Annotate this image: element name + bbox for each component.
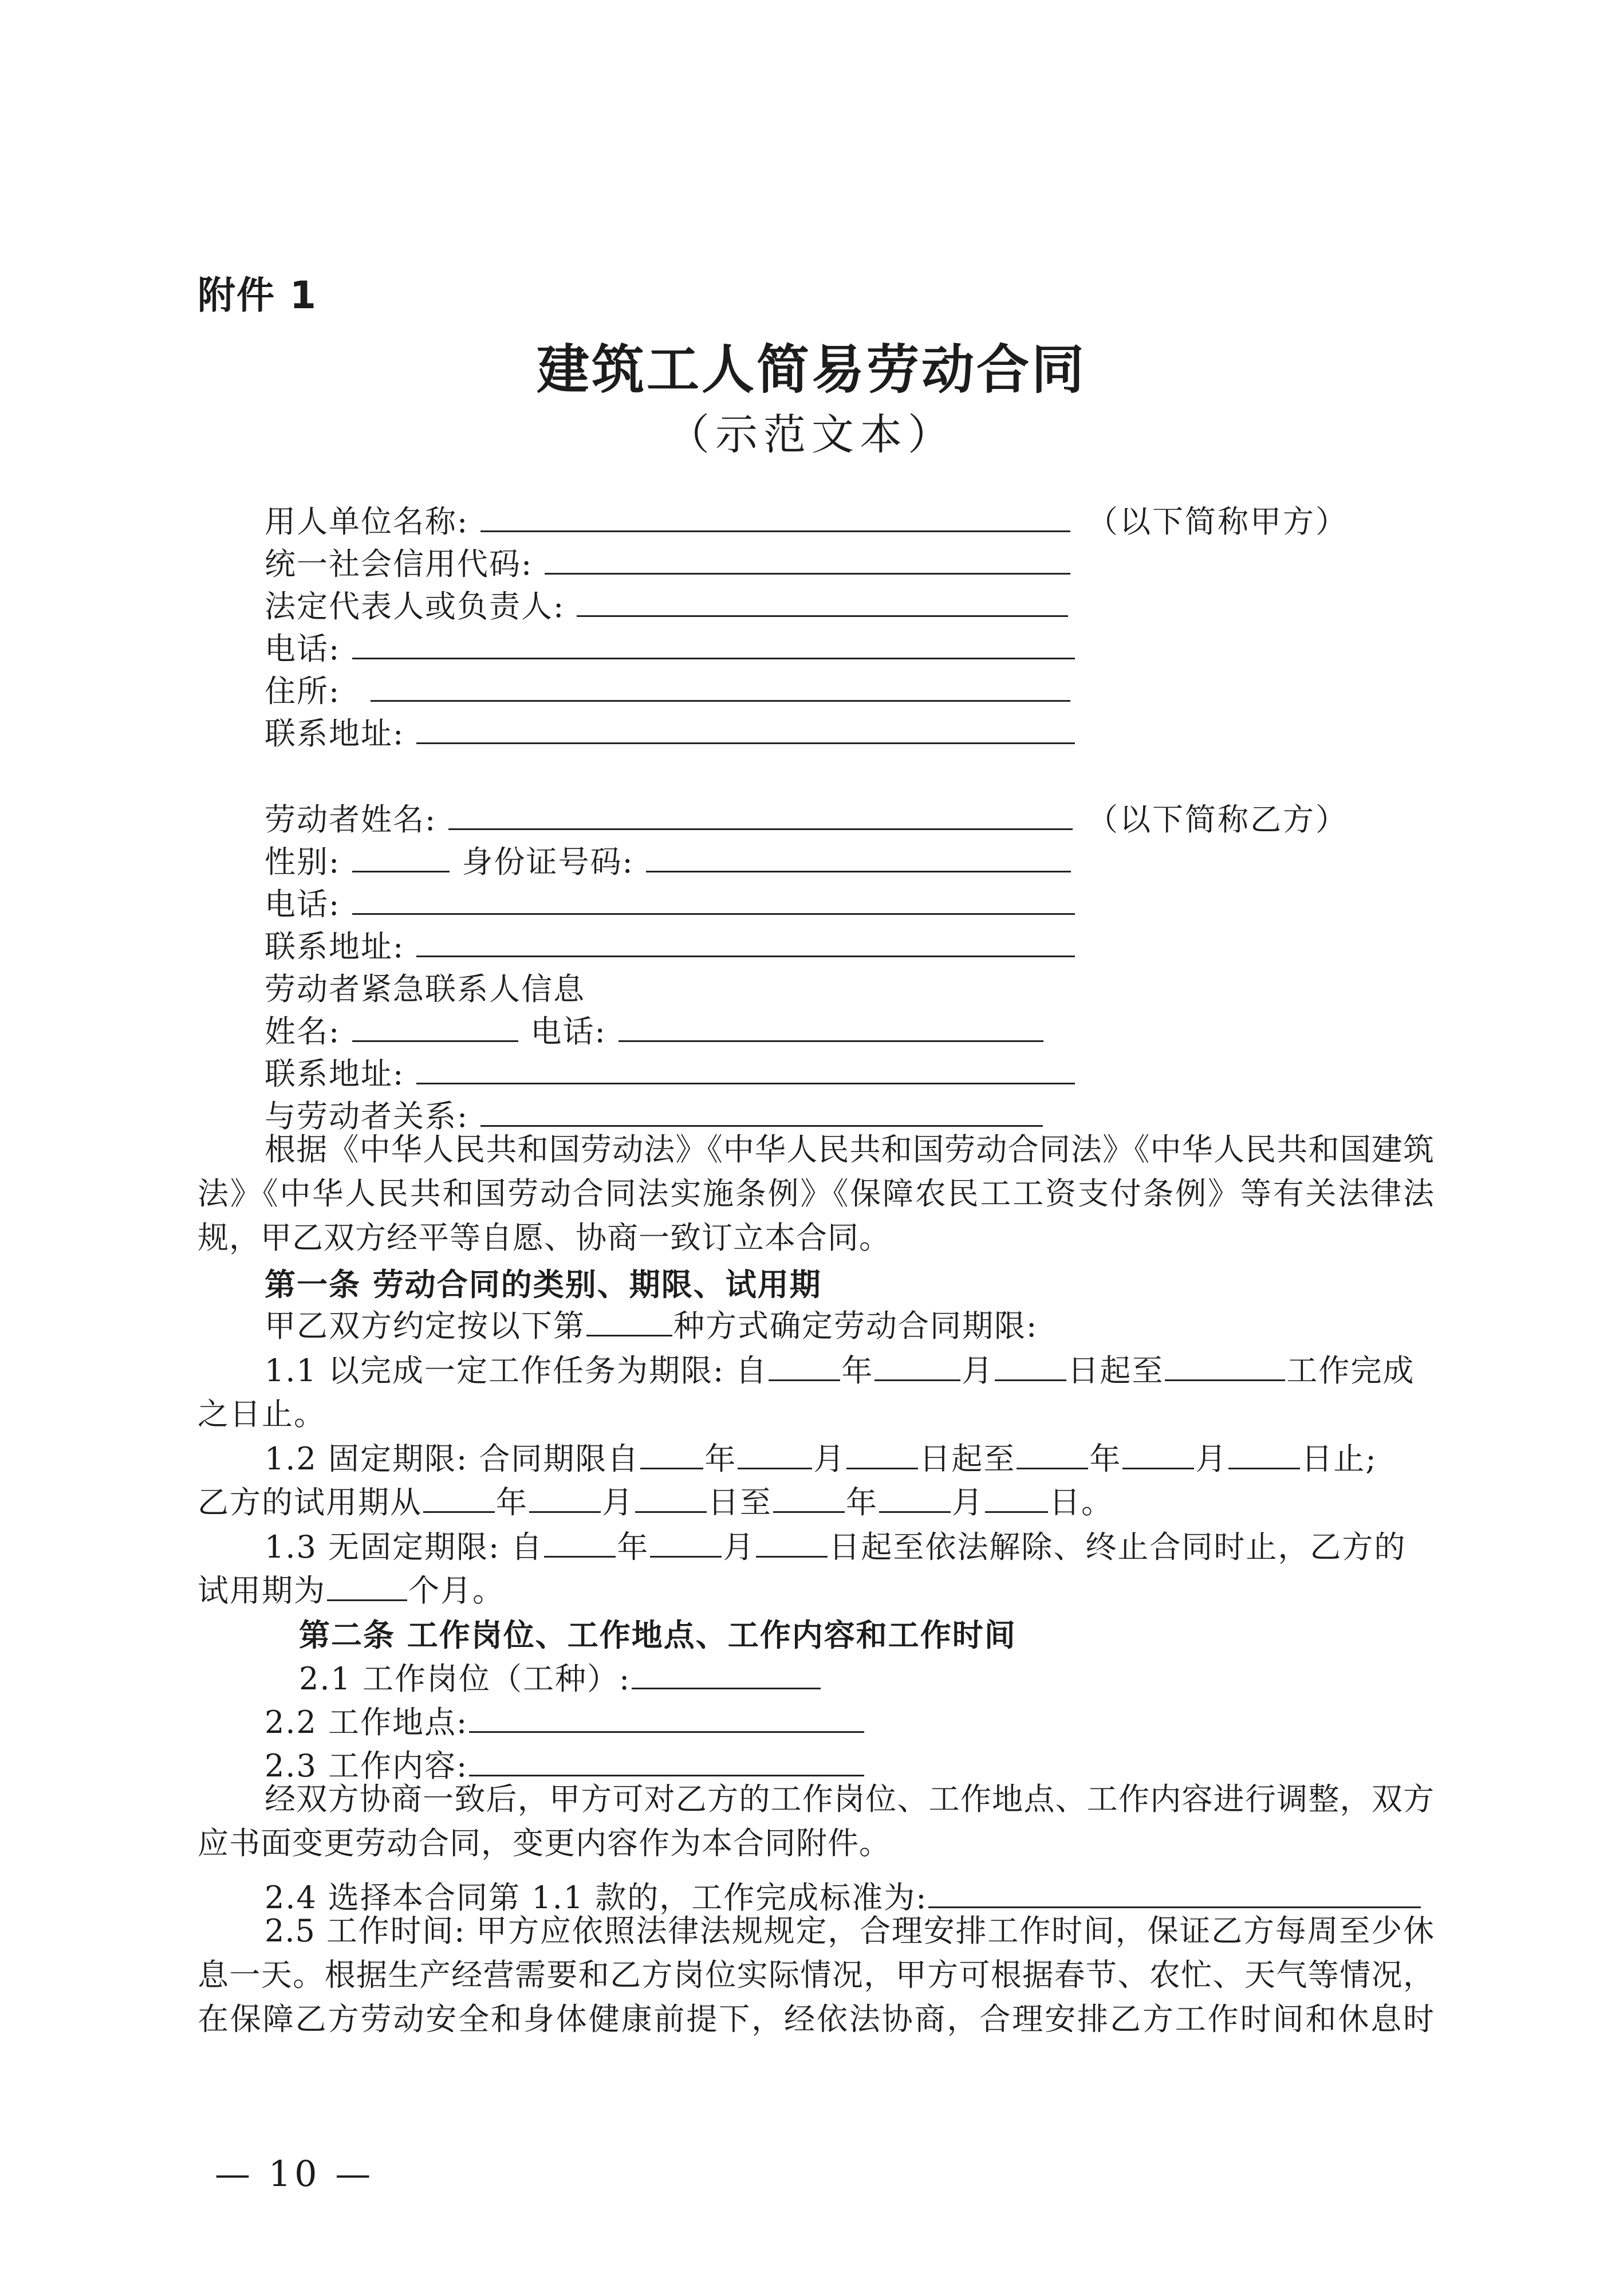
preamble-paragraph: 根据《中华人民共和国劳动法》《中华人民共和国劳动合同法》《中华人民共和国建筑法》《中华人民共和国劳动合同法实施条例》《保障农民工工资支付条例》等有关法律法规，甲乙双方经平等自愿、协商一致订立本合同。 xyxy=(198,1131,1435,1256)
c23-blank[interactable] xyxy=(469,1746,864,1776)
article2-heading: 第二条 工作岗位、工作地点、工作内容和工作时间 xyxy=(299,1617,1017,1653)
worker-id-blank[interactable] xyxy=(646,842,1071,872)
c12-day-blank[interactable] xyxy=(846,1439,918,1469)
clause-2-2 xyxy=(265,1698,865,1742)
c24-blank[interactable] xyxy=(928,1878,1421,1908)
c13-year-blank[interactable] xyxy=(544,1527,616,1558)
relation-label: 与劳动者关系: xyxy=(265,1098,469,1134)
document-subtitle: （示范文本） xyxy=(667,410,956,459)
clause-1-2 xyxy=(265,1434,1377,1479)
clause-2-1 xyxy=(299,1654,822,1699)
employer-credit-code-row xyxy=(265,540,1072,584)
worker-phone-blank[interactable] xyxy=(352,884,1075,915)
c11-end-blank[interactable] xyxy=(1165,1351,1285,1381)
employer-phone-label: 电话: xyxy=(265,631,341,667)
worker-phone-row xyxy=(265,880,1076,924)
worker-name-label: 劳动者姓名: xyxy=(265,801,437,838)
c12-end-day-blank[interactable] xyxy=(1228,1439,1300,1469)
employer-residence-label: 住所: xyxy=(265,673,341,709)
worker-address-label: 联系地址: xyxy=(265,929,405,965)
clause-2-2-label: 2.2 工作地点: xyxy=(265,1704,468,1740)
employer-phone-row xyxy=(265,624,1076,669)
c12-day-end: 日止; xyxy=(1301,1441,1377,1477)
worker-gender-label: 性别: xyxy=(265,844,341,880)
employer-address-row xyxy=(265,709,1076,753)
clause-1-3-prefix: 1.3 无固定期限: 自 xyxy=(265,1529,543,1565)
c12-trial-end-month-blank[interactable] xyxy=(879,1483,951,1513)
clause-1-2-trial xyxy=(198,1478,1113,1522)
c12-trial-day-to: 日至 xyxy=(708,1484,772,1520)
employer-legal-rep-label: 法定代表人或负责人: xyxy=(265,588,565,624)
c13-month-label: 月 xyxy=(723,1529,755,1565)
c12-end-month-blank[interactable] xyxy=(1122,1439,1194,1469)
c12-trial-end-month-label: 月 xyxy=(952,1484,984,1520)
c13-months-label: 个月。 xyxy=(408,1572,505,1609)
emergency-phone-blank[interactable] xyxy=(619,1012,1043,1042)
clause-1-3 xyxy=(265,1523,1406,1567)
c12-end-year-blank[interactable] xyxy=(1017,1439,1088,1469)
c13-day-blank[interactable] xyxy=(756,1527,828,1558)
c11-year-blank[interactable] xyxy=(769,1351,840,1381)
clause-1-1-prefix: 1.1 以完成一定工作任务为期限: 自 xyxy=(265,1353,768,1389)
c11-month-blank[interactable] xyxy=(874,1351,960,1381)
clause-2-3-label: 2.3 工作内容: xyxy=(265,1748,468,1784)
clause-2-5: 2.5 工作时间: 甲方应依照法律法规规定，合理安排工作时间，保证乙方每周至少休息一天。根据生产经营需要和乙方岗位实际情况，甲方可根据春节、农忙、天气等情况，在保障乙方劳动安全和身体健康前提下，经依法协商，合理安排乙方工作时间和休息时 xyxy=(198,1913,1435,2037)
clause-1-1 xyxy=(265,1346,1415,1390)
clause-1-3-trial xyxy=(198,1566,505,1610)
c12-end-month-label: 月 xyxy=(1195,1441,1228,1477)
c12-trial-month-label: 月 xyxy=(602,1484,634,1520)
c13-year-label: 年 xyxy=(617,1529,649,1565)
clause-1-1-cont: 之日止。 xyxy=(198,1396,326,1432)
emergency-address-blank[interactable] xyxy=(416,1054,1075,1084)
c13-suffix: 日起至依法解除、终止合同时止，乙方的 xyxy=(829,1529,1407,1565)
attachment-label: 附件 1 xyxy=(198,273,317,317)
c12-month-label: 月 xyxy=(813,1441,846,1477)
employer-address-label: 联系地址: xyxy=(265,715,405,752)
page-number: — 10 — xyxy=(215,2153,375,2195)
worker-address-row xyxy=(265,922,1076,966)
c21-blank[interactable] xyxy=(632,1659,821,1689)
worker-name-note: （以下简称乙方） xyxy=(1087,801,1348,838)
employer-name-label: 用人单位名称: xyxy=(265,504,469,540)
c12-trial-end-year-label: 年 xyxy=(846,1484,878,1520)
c11-suffix: 工作完成 xyxy=(1286,1353,1415,1389)
article1-intro-text-2: 种方式确定劳动合同期限: xyxy=(673,1308,1038,1344)
c12-year-label: 年 xyxy=(704,1441,737,1477)
c12-trial-end-year-blank[interactable] xyxy=(773,1483,845,1513)
worker-phone-label: 电话: xyxy=(265,886,341,922)
emergency-name-label: 姓名: xyxy=(265,1013,341,1049)
employer-residence-blank[interactable] xyxy=(371,671,1070,702)
employer-credit-code-blank[interactable] xyxy=(545,544,1070,575)
clause-2-1-label: 2.1 工作岗位（工种）: xyxy=(299,1661,631,1697)
clause-1-2-prefix: 1.2 固定期限: 合同期限自 xyxy=(265,1441,640,1477)
employer-residence-row xyxy=(265,667,1072,711)
c12-trial-end-day-blank[interactable] xyxy=(985,1483,1048,1513)
article1-intro xyxy=(265,1302,1038,1346)
c11-year-label: 年 xyxy=(841,1353,874,1389)
clause-2-4-label: 2.4 选择本合同第 1.1 款的，工作完成标准为: xyxy=(265,1880,928,1916)
c12-trial-month-blank[interactable] xyxy=(529,1483,601,1513)
employer-name-blank[interactable] xyxy=(480,502,1070,532)
emergency-address-label: 联系地址: xyxy=(265,1056,405,1092)
c11-month-label: 月 xyxy=(962,1353,994,1389)
c12-end-year-label: 年 xyxy=(1089,1441,1122,1477)
c12-day-from: 日起至 xyxy=(919,1441,1016,1477)
emergency-contact-title: 劳动者紧急联系人信息 xyxy=(265,971,585,1007)
worker-name-row xyxy=(265,795,1074,839)
c12-month-blank[interactable] xyxy=(738,1439,812,1469)
c11-day-blank[interactable] xyxy=(995,1351,1066,1381)
employer-name-row xyxy=(265,497,1072,541)
employer-name-note: （以下简称甲方） xyxy=(1087,504,1348,540)
document-title: 建筑工人简易劳动合同 xyxy=(536,339,1086,400)
article1-intro-text: 甲乙双方约定按以下第 xyxy=(265,1308,585,1344)
employer-credit-code-label: 统一社会信用代码: xyxy=(265,546,533,582)
worker-gender-id-row xyxy=(265,838,1072,882)
article1-heading: 第一条 劳动合同的类别、期限、试用期 xyxy=(265,1267,822,1303)
employer-legal-rep-row xyxy=(265,582,1069,626)
adjust-paragraph: 经双方协商一致后，甲方可对乙方的工作岗位、工作地点、工作内容进行调整，双方应书面变更劳动合同，变更内容作为本合同附件。 xyxy=(198,1781,1435,1861)
c12-trial-day-blank[interactable] xyxy=(635,1483,707,1513)
c11-day-from: 日起至 xyxy=(1067,1353,1164,1389)
c12-day-dot: 日。 xyxy=(1049,1484,1113,1520)
c13-month-blank[interactable] xyxy=(650,1527,722,1558)
worker-name-blank[interactable] xyxy=(448,800,1073,830)
employer-address-blank[interactable] xyxy=(416,714,1075,744)
c13-trial-blank[interactable] xyxy=(327,1571,407,1601)
employer-phone-blank[interactable] xyxy=(352,629,1075,659)
emergency-address-row xyxy=(265,1049,1076,1094)
emergency-phone-label: 电话: xyxy=(530,1013,606,1049)
worker-gender-blank[interactable] xyxy=(352,842,450,872)
c13-trial-label: 试用期为 xyxy=(198,1572,326,1609)
c22-blank[interactable] xyxy=(469,1703,864,1733)
worker-address-blank[interactable] xyxy=(416,927,1075,957)
contract-type-blank[interactable] xyxy=(586,1306,672,1336)
c12-trial-year-label: 年 xyxy=(496,1484,528,1520)
c12-year-blank[interactable] xyxy=(640,1439,703,1469)
emergency-name-phone-row xyxy=(265,1007,1045,1051)
employer-legal-rep-blank[interactable] xyxy=(577,587,1068,617)
c12-trial-prefix: 乙方的试用期从 xyxy=(198,1484,422,1520)
emergency-name-blank[interactable] xyxy=(352,1012,518,1042)
c12-trial-year-blank[interactable] xyxy=(423,1483,495,1513)
worker-id-label: 身份证号码: xyxy=(462,844,634,880)
relation-blank[interactable] xyxy=(480,1096,1043,1127)
